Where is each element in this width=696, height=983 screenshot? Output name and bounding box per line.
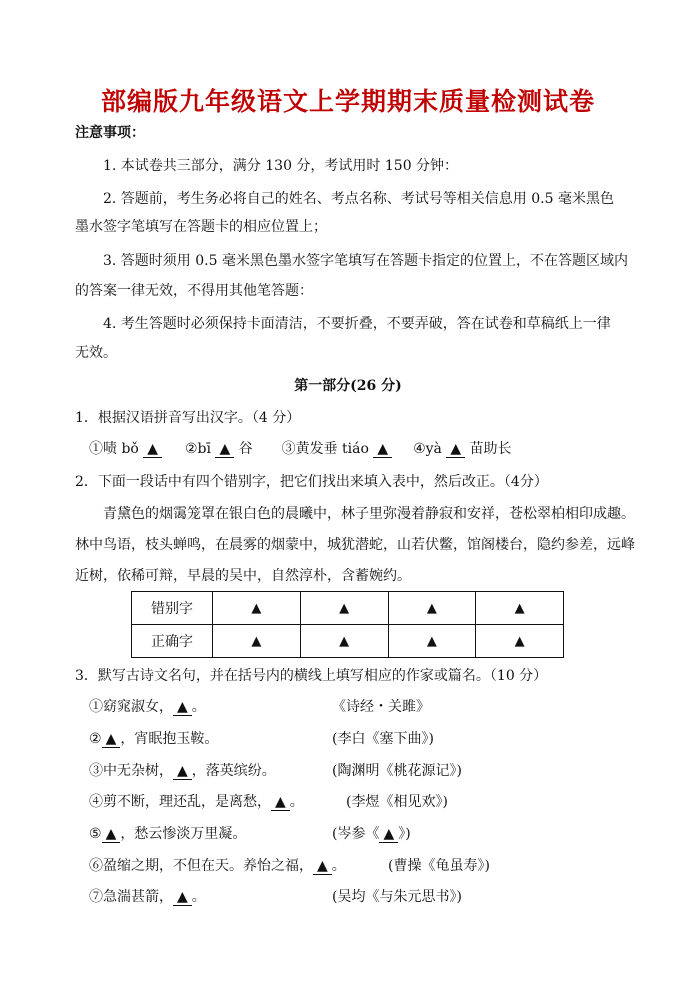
q1-d-blank: ▲	[446, 441, 465, 458]
answer-cell[interactable]: ▲	[388, 625, 476, 658]
q3-3-source: (陶渊明《桃花源记》)	[332, 763, 462, 779]
answer-cell[interactable]: ▲	[388, 592, 476, 625]
notice-item-3a: 3. 答题时须用 0.5 毫米黑色墨水签字笔填写在答题卡指定的位置上，不在答题区域内	[103, 253, 628, 269]
notice-heading: 注意事项：	[75, 125, 145, 141]
notice-item-1: 1. 本试卷共三部分，满分 130 分，考试用时 150 分钟：	[103, 158, 459, 174]
table-row	[132, 592, 564, 625]
q2-passage-3: 近树，依稀可辩，早晨的吴中，自然淳朴，含蓄婉约。	[75, 568, 411, 584]
q3-7-text: ⑦急湍甚箭，	[89, 889, 173, 905]
q2-correction-table	[131, 591, 564, 658]
q3-3-end: ，落英缤纷。	[191, 763, 276, 779]
q1-b-suffix: 谷	[238, 441, 253, 457]
q3-1-source: 《诗经・关雎》	[332, 699, 430, 715]
answer-cell[interactable]: ▲	[300, 625, 388, 658]
exam-title: 部编版九年级语文上学期期末质量检测试卷	[100, 87, 595, 116]
table-row	[132, 625, 564, 658]
q2-passage-2: 林中鸟语，枝头蝉鸣，在晨雾的烟蒙中，城犹潜蛇，山若伏鳖，馆阁楼台，隐约参差，远峰	[75, 537, 635, 553]
q2-passage-1: 青黛色的烟霭笼罩在银白色的晨曦中，林子里弥漫着静寂和安祥，苍松翠柏相印成趣。	[103, 506, 635, 522]
q3-6-text: ⑥盈缩之期，不但在天。养怡之福，	[89, 858, 313, 874]
q3-5-source-blank: ▲	[379, 826, 398, 843]
q3-7-end: 。	[191, 889, 206, 905]
q1-d-suffix: 苗助长	[469, 441, 512, 457]
notice-item-4b: 无效。	[75, 345, 117, 361]
q3-1-blank: ▲	[173, 699, 192, 716]
q1-a-blank: ▲	[143, 441, 162, 458]
q3-5-end: ，愁云惨淡万里凝。	[120, 826, 247, 842]
q1-c-blank: ▲	[373, 441, 392, 458]
q3-5-blank: ▲	[102, 826, 121, 843]
table-header-correct: 正确字	[132, 625, 213, 658]
answer-cell[interactable]: ▲	[300, 592, 388, 625]
answer-cell[interactable]: ▲	[476, 625, 564, 658]
q1-b-label: ②bī	[184, 441, 211, 457]
q3-6-source: (曹操《龟虽寿》)	[388, 858, 490, 874]
q3-5-text: ⑤	[89, 826, 102, 842]
notice-item-3b: 的答案一律无效，不得用其他笔答题：	[75, 283, 313, 299]
q3-6-end: 。	[331, 858, 346, 874]
q3-2-text: ②	[89, 731, 102, 747]
q3-1-end: 。	[191, 699, 206, 715]
answer-cell[interactable]: ▲	[476, 592, 564, 625]
q1-b-blank: ▲	[215, 441, 234, 458]
q1-d-label: ④yà	[413, 441, 442, 457]
q3-7-blank: ▲	[173, 889, 192, 906]
q3-line-5	[89, 824, 246, 844]
notice-item-2a: 2. 答题前，考生务必将自己的姓名、考点名称、考试号等相关信息用 0.5 毫米黑色	[103, 191, 614, 207]
q3-stem: 3．默写古诗文名句，并在括号内的横线上填写相应的作家或篇名。（10 分）	[75, 668, 548, 684]
q3-line-3	[89, 761, 276, 781]
q3-line-7	[89, 887, 206, 907]
answer-cell[interactable]: ▲	[213, 625, 301, 658]
q3-3-blank: ▲	[173, 763, 192, 780]
q3-5-source-close: 》)	[398, 826, 411, 842]
q3-4-text: ④剪不断，理还乱，是离愁，	[89, 794, 271, 810]
q1-a-label: ①啧 bǒ	[89, 441, 139, 457]
q3-4-blank: ▲	[271, 794, 290, 811]
q3-2-end: ，宵眠抱玉鞍。	[120, 731, 219, 747]
q3-6-blank: ▲	[313, 858, 332, 875]
q3-2-source: (李白《塞下曲》)	[332, 731, 434, 747]
q3-line-2	[89, 729, 218, 749]
q2-stem: 2．下面一段话中有四个错别字，把它们找出来填入表中，然后改正。（4分）	[75, 474, 548, 490]
q3-2-blank: ▲	[102, 731, 121, 748]
notice-item-4a: 4. 考生答题时必须保持卡面清洁，不要折叠，不要弄破，答在试卷和草稿纸上一律	[103, 316, 611, 332]
q3-4-source: (李煜《相见欢》)	[346, 794, 448, 810]
q3-line-1	[89, 697, 206, 717]
notice-item-2b: 墨水签字笔填写在答题卡的相应位置上；	[75, 219, 327, 235]
q3-5-source	[332, 824, 411, 844]
q3-line-4	[89, 792, 304, 812]
part1-heading: 第一部分(26 分)	[294, 378, 402, 394]
q3-7-source: (吴均《与朱元思书》)	[332, 889, 462, 905]
q3-3-text: ③中无杂树，	[89, 763, 173, 779]
q1-items	[89, 439, 512, 459]
table-header-wrong: 错别字	[132, 592, 213, 625]
q3-4-end: 。	[289, 794, 304, 810]
answer-cell[interactable]: ▲	[213, 592, 301, 625]
q3-line-6	[89, 856, 346, 876]
q3-1-text: ①窈窕淑女，	[89, 699, 173, 715]
q1-c-label: ③黄发垂 tiáo	[281, 441, 369, 457]
q1-stem: 1．根据汉语拼音写出汉字。（4 分）	[75, 410, 301, 426]
q3-5-source-open: (岑参《	[332, 826, 380, 842]
